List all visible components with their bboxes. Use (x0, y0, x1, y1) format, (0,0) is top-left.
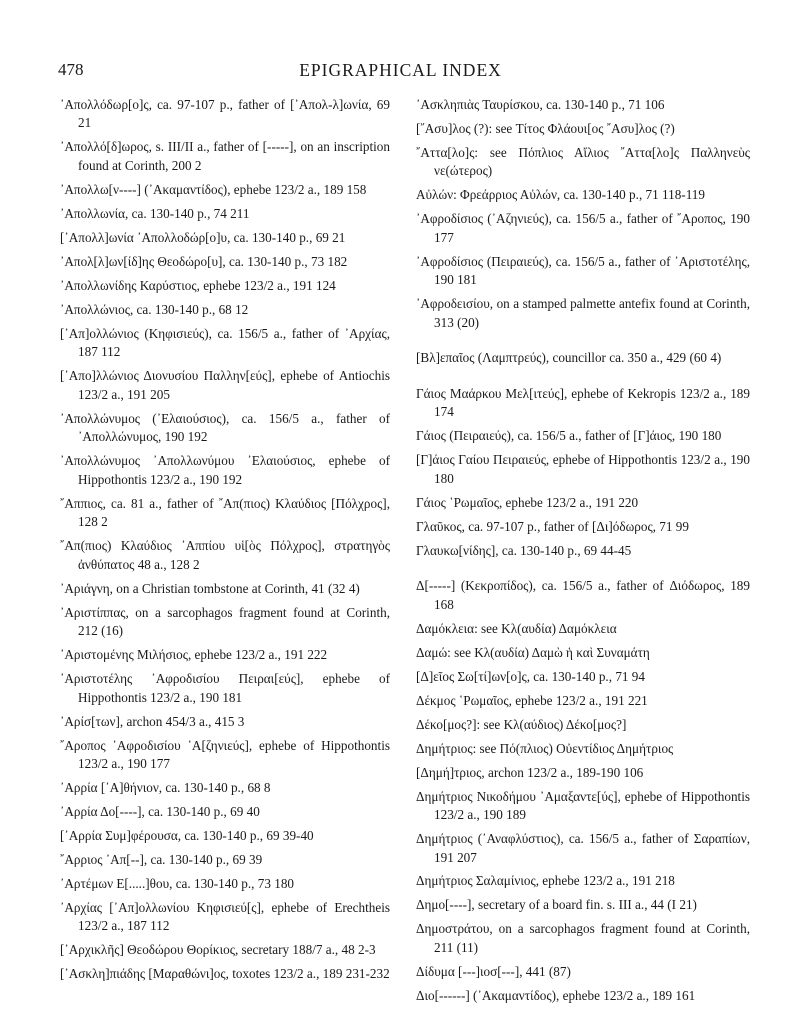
left-column (60, 96, 390, 989)
index-entry: ᾿Απολλώνιος, ca. 130-140 p., 68 12 (60, 301, 249, 317)
index-entry: ᾿Αριστομένης Μιλήσιος, ephebe 123/2 a., 191 222 (60, 647, 328, 663)
index-entry: Δημοστράτου, on a sarcophagos fragment found at Corinth, 211 (11) (416, 921, 750, 955)
index-entry: [᾿Αρχικλῆς] Θεοδώρου Θορίκιος, secretary 188/7 a., 48 2-3 (60, 942, 376, 958)
index-entry: ᾿Αριάγνη, on a Christian tombstone at Corinth, 41 (32 4) (60, 580, 360, 596)
index-entry: Δημήτριος: see Πό(πλιος) Οὐεντίδιος Δημήτριος (416, 740, 674, 756)
index-entry: ᾿Αριστοτέλης ᾿Αφροδισίου Πειραι[εύς], ephebe of Hippothontis 123/2 a., 190 181 (60, 671, 390, 705)
index-entry: ᾿Αφροδίσιος (Πειραιεύς), ca. 156/5 a., father of ᾿Αριστοτέλης, 190 181 (416, 253, 750, 288)
index-entry: ᾿Ασκληπιὰς Ταυρίσκου, ca. 130-140 p., 71 106 (416, 97, 665, 112)
index-entry: ᾿Αρρία [᾿Α]θήνιον, ca. 130-140 p., 68 8 (60, 780, 271, 796)
index-entry: [᾿Ασκλη]πιάδης [Μαραθώνι]ος, toxotes 123/2 a., 189 231-232 (60, 966, 390, 982)
index-entry: ᾿Αρχίας [᾿Απ]ολλωνίου Κηφισιεύ[ς], ephebe of Erechtheis 123/2 a., 187 112 (60, 899, 390, 934)
index-entry: Δέκο[μος?]: see Κλ(αύδιος) Δέκο[μος?] (416, 716, 627, 732)
index-entry: ῎Αροπος ᾿Αφροδισίου ᾿Α[ζηνιεύς], ephebe of Hippothontis 123/2 a., 190 177 (60, 737, 390, 772)
index-entry: Δέκμος ῾Ρωμαῖος, ephebe 123/2 a., 191 221 (416, 692, 648, 708)
index-entry: ῎Αρριος ᾿Απ[--], ca. 130-140 p., 69 39 (60, 851, 263, 867)
index-entry: Δ[-----] (Κεκροπίδος), ca. 156/5 a., father of Διόδωρος, 189 168 (416, 578, 750, 612)
index-entry: ᾿Απολλόδωρ[ο]ς, ca. 97-107 p., father of [᾿Απολ-λ]ωνία, 69 21 (60, 97, 390, 131)
index-entry: ᾿Αριστίππας, on a sarcophagos fragment found at Corinth, 212 (16) (60, 604, 390, 639)
index-entry: Αὐλών: Φρεάρριος Αὐλών, ca. 130-140 p., 71 118-119 (416, 187, 705, 203)
index-entry: [Δημή]τριος, archon 123/2 a., 189-190 106 (416, 764, 644, 780)
index-entry: ᾿Αρρία Δο[----], ca. 130-140 p., 69 40 (60, 804, 260, 819)
index-entry: Δαμώ: see Κλ(αυδία) Δαμὼ ἡ καὶ Συναμάτη (416, 644, 650, 660)
index-entry: ῎Απ(πιος) Κλαύδιος ᾿Αππίου υἱ[ὸς Πόλχρος], στρατηγὸς ἀνθύπατος 48 a., 128 2 (60, 538, 390, 572)
index-entry: ᾿Αφροδεισίου, on a stamped palmette antefix found at Corinth, 313 (20) (416, 296, 750, 330)
index-entry: [᾿Αρρία Συμ]φέρουσα, ca. 130-140 p., 69 39-40 (60, 827, 314, 843)
index-entry: Δημήτριος Νικοδήμου ᾿Αμαξαντε[ύς], ephebe of Hippothontis 123/2 a., 190 189 (416, 788, 750, 823)
index-entry: ᾿Απολ[λ]ων[ίδ]ης Θεοδώρο[υ], ca. 130-140 p., 73 182 (60, 253, 348, 269)
index-entry: ᾿Απολλώνυμος ᾿Απολλωνύμου ᾿Ελαιούσιος, ephebe of Hippothontis 123/2 a., 190 192 (60, 453, 390, 487)
index-entry: Γάιος ῾Ρωμαῖος, ephebe 123/2 a., 191 220 (416, 494, 639, 510)
index-entry: ᾿Απολλό[δ]ωρος, s. III/II a., father of [-----], on an inscription found at Corinth, 200 2 (60, 139, 390, 173)
index-entry: Γάιος (Πειραιεύς), ca. 156/5 a., father of [Γ]άιος, 190 180 (416, 428, 722, 444)
index-entry: Διο[------] (᾿Ακαμαντίδος), ephebe 123/2 a., 189 161 (416, 987, 696, 1003)
index-entry: ᾿Αρτέμων Ε[.....]θου, ca. 130-140 p., 73 180 (60, 875, 295, 891)
index-entry: Δημήτριος (᾿Αναφλύστιος), ca. 156/5 a., father of Σαραπίων, 191 207 (416, 831, 750, 865)
index-entry: [᾿Απολλ]ωνία ᾿Απολλοδώρ[ο]υ, ca. 130-140 p., 69 21 (60, 229, 346, 245)
index-entry: ῎Αττα[λο]ς: see Πόπλιος Αἴλιος ῎Αττα[λο]ς Παλληνεὺς νε(ώτερος) (416, 144, 750, 179)
index-entry: [῎Ασυ]λος (?): see Τίτος Φλάουι[ος ῎Ασυ]λος (?) (416, 120, 675, 136)
index-entry: ῎Αππιος, ca. 81 a., father of ῎Απ(πιος) Κλαύδιος [Πόλχρος], 128 2 (60, 495, 390, 530)
index-entry: Δαμόκλεια: see Κλ(αυδία) Δαμόκλεια (416, 620, 617, 636)
index-entry: ᾿Απολλω[ν----] (᾿Ακαμαντίδος), ephebe 123/2 a., 189 158 (60, 181, 367, 197)
index-entry: Γλαυκω[νίδης], ca. 130-140 p., 69 44-45 (416, 542, 632, 558)
index-entry: ᾿Αφροδίσιος (᾿Αζηνιεύς), ca. 156/5 a., father of ῎Αροπος, 190 177 (416, 211, 750, 245)
running-title: EPIGRAPHICAL INDEX (299, 60, 502, 80)
index-entry: [Βλ]επαῖος (Λαμπτρεύς), councillor ca. 350 a., 429 (60 4) (416, 350, 722, 366)
index-entry: ᾿Απολλωνίδης Καρύστιος, ephebe 123/2 a., 191 124 (60, 277, 336, 293)
index-entry: [᾿Απ]ολλώνιος (Κηφισιεύς), ca. 156/5 a., father of ᾿Αρχίας, 187 112 (60, 325, 390, 360)
index-entry: [Δ]εῖος Σω[τί]ων[ο]ς, ca. 130-140 p., 71 94 (416, 668, 645, 684)
index-entry: ᾿Αρίσ[των], archon 454/3 a., 415 3 (60, 713, 245, 729)
right-column (416, 96, 750, 1011)
index-entry: Γάιος Μαάρκου Μελ[ιτεύς], ephebe of Kekropis 123/2 a., 189 174 (416, 385, 750, 420)
index-entry: Δημήτριος Σαλαμίνιος, ephebe 123/2 a., 191 218 (416, 873, 675, 889)
index-entry: [Γ]άιος Γαίου Πειραιεύς, ephebe of Hippothontis 123/2 a., 190 180 (416, 452, 750, 486)
index-entry: ᾿Απολλώνυμος (᾿Ελαιούσιος), ca. 156/5 a., father of ᾿Απολλώνυμος, 190 192 (60, 410, 390, 445)
page-number: 478 (58, 60, 84, 79)
index-entry: Δίδυμα [---]ιοσ[---], 441 (87) (416, 963, 571, 979)
index-entry: [᾿Απο]λλώνιος Διονυσίου Παλλην[εύς], ephebe of Antiochis 123/2 a., 191 205 (60, 368, 390, 402)
index-entry: Δημο[----], secretary of a board fin. s. III a., 44 (I 21) (416, 897, 697, 913)
index-entry: Γλαῦκος, ca. 97-107 p., father of [Δι]όδωρος, 71 99 (416, 518, 689, 534)
index-entry: ᾿Απολλωνία, ca. 130-140 p., 74 211 (60, 205, 250, 221)
